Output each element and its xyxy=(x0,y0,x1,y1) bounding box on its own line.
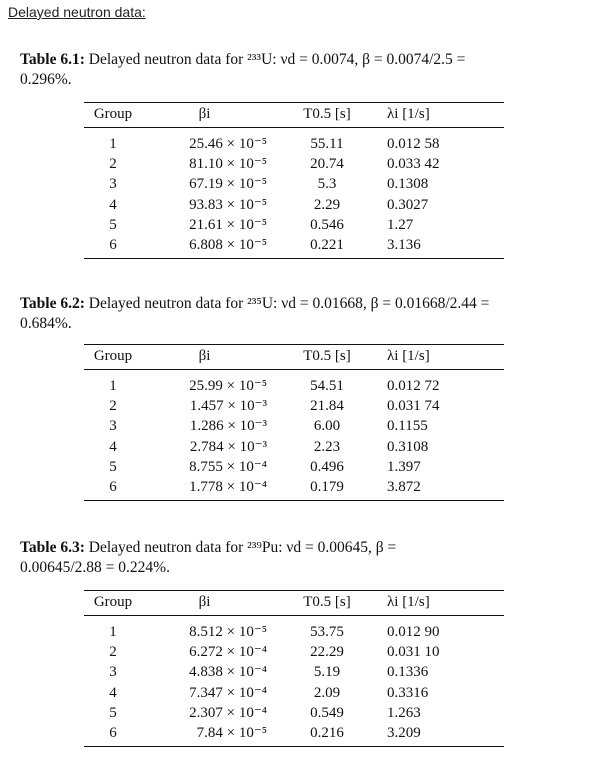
cell-group: 4 xyxy=(109,196,117,213)
cell-lambda: 1.27 xyxy=(387,216,414,233)
cell-group: 2 xyxy=(109,156,117,173)
cell-half-life: 55.11 xyxy=(310,136,344,152)
cell-group: 2 xyxy=(109,644,117,661)
cell-lambda: 1.263 xyxy=(387,704,421,721)
cell-lambda: 3.209 xyxy=(387,723,504,747)
cell-lambda: 0.012 58 xyxy=(387,136,440,152)
cell-half-life: 21.84 xyxy=(310,398,344,415)
caption-text: Delayed neutron data for ²³⁵U: νd = 0.01668, β = 0.01668/2.44 = xyxy=(88,295,490,312)
col-header-group: Group xyxy=(84,345,142,370)
cell-lambda: 0.1308 xyxy=(387,176,429,193)
cell-lambda: 0.012 90 xyxy=(387,624,440,640)
cell-group: 1 xyxy=(109,378,117,394)
table-caption-6-3 xyxy=(20,538,578,578)
cell-beta: 81.10 × 10⁻⁵ xyxy=(189,156,267,173)
cell-group: 6 xyxy=(84,477,142,501)
cell-group: 5 xyxy=(109,458,117,475)
cell-half-life: 0.546 xyxy=(310,216,344,233)
cell-beta: 25.46 × 10⁻⁵ xyxy=(189,136,267,152)
cell-lambda: 0.031 10 xyxy=(387,644,440,661)
table-row xyxy=(84,616,504,643)
cell-group: 4 xyxy=(109,684,117,701)
cell-beta: 93.83 × 10⁻⁵ xyxy=(189,196,267,213)
cell-group: 6 xyxy=(84,235,142,259)
col-header-group: Group xyxy=(84,591,142,616)
table-row xyxy=(84,662,504,682)
table-row xyxy=(84,437,504,457)
cell-beta: 6.808 × 10⁻⁵ xyxy=(142,235,267,259)
cell-beta: 1.286 × 10⁻³ xyxy=(189,418,267,435)
table-row xyxy=(84,457,504,477)
cell-beta: 67.19 × 10⁻⁵ xyxy=(189,176,267,193)
cell-beta: 2.307 × 10⁻⁴ xyxy=(189,704,267,721)
cell-beta: 1.457 × 10⁻³ xyxy=(189,398,267,415)
col-header-half-life: T0.5 [s] xyxy=(267,345,387,370)
table-row xyxy=(84,683,504,703)
cell-beta: 8.512 × 10⁻⁵ xyxy=(189,624,267,640)
table-label: Table 6.1: xyxy=(20,51,85,68)
data-table-6-3 xyxy=(84,590,504,747)
cell-group: 4 xyxy=(109,438,117,455)
cell-beta: 21.61 × 10⁻⁵ xyxy=(189,216,267,233)
table-row xyxy=(84,154,504,174)
cell-half-life: 5.3 xyxy=(317,176,337,193)
cell-group: 5 xyxy=(109,704,117,721)
cell-beta: 7.84 × 10⁻⁵ xyxy=(142,723,267,747)
table-row xyxy=(84,235,504,259)
cell-group: 2 xyxy=(109,398,117,415)
cell-lambda: 0.031 74 xyxy=(387,398,440,415)
cell-lambda: 3.872 xyxy=(387,477,504,501)
cell-lambda: 0.012 72 xyxy=(387,378,440,394)
cell-group: 1 xyxy=(109,624,117,640)
caption-text: Delayed neutron data for ²³⁹Pu: νd = 0.00645, β = xyxy=(88,539,397,556)
caption-text-cont: 0.00645/2.88 = 0.224%. xyxy=(20,559,170,576)
table-label: Table 6.3: xyxy=(20,539,85,556)
table-row xyxy=(84,128,504,155)
table-row xyxy=(84,416,504,436)
table-row xyxy=(84,642,504,662)
col-header-beta: βi xyxy=(142,591,267,616)
table-label: Table 6.2: xyxy=(20,295,85,312)
cell-lambda: 0.3316 xyxy=(387,684,429,701)
col-header-half-life: T0.5 [s] xyxy=(267,103,387,128)
data-table-6-2 xyxy=(84,344,504,501)
cell-half-life: 0.216 xyxy=(267,723,387,747)
table-body xyxy=(84,370,504,501)
table-row xyxy=(84,396,504,416)
table-row xyxy=(84,370,504,397)
table-caption-6-1 xyxy=(20,50,578,90)
cell-half-life: 5.19 xyxy=(313,664,341,681)
cell-half-life: 2.09 xyxy=(313,684,341,701)
table-caption-6-2 xyxy=(20,294,578,334)
cell-half-life: 6.00 xyxy=(313,418,341,435)
table-row xyxy=(84,174,504,194)
caption-text-cont: 0.296%. xyxy=(20,71,72,88)
cell-half-life: 2.23 xyxy=(313,438,341,455)
cell-group: 3 xyxy=(109,418,117,435)
cell-group: 3 xyxy=(109,664,117,681)
cell-half-life: 20.74 xyxy=(310,156,344,173)
col-header-lambda: λi [1/s] xyxy=(387,591,504,616)
col-header-lambda: λi [1/s] xyxy=(387,345,504,370)
table-row xyxy=(84,723,504,747)
cell-beta: 2.784 × 10⁻³ xyxy=(189,438,267,455)
cell-half-life: 0.179 xyxy=(267,477,387,501)
table-header-row xyxy=(84,591,504,616)
cell-half-life: 53.75 xyxy=(310,624,344,640)
page-heading: Delayed neutron data: xyxy=(8,4,146,20)
cell-lambda: 1.397 xyxy=(387,458,421,475)
cell-half-life: 0.549 xyxy=(310,704,344,721)
cell-beta: 1.778 × 10⁻⁴ xyxy=(142,477,267,501)
cell-beta: 8.755 × 10⁻⁴ xyxy=(189,458,267,475)
cell-half-life: 2.29 xyxy=(313,196,341,213)
col-header-lambda: λi [1/s] xyxy=(387,103,504,128)
table-row xyxy=(84,703,504,723)
cell-beta: 25.99 × 10⁻⁵ xyxy=(189,378,267,394)
cell-beta: 7.347 × 10⁻⁴ xyxy=(189,684,267,701)
cell-group: 3 xyxy=(109,176,117,193)
caption-text: Delayed neutron data for ²³³U: νd = 0.0074, β = 0.0074/2.5 = xyxy=(88,51,466,68)
caption-text-cont: 0.684%. xyxy=(20,315,72,332)
cell-half-life: 22.29 xyxy=(310,644,344,661)
col-header-beta: βi xyxy=(142,345,267,370)
cell-group: 5 xyxy=(109,216,117,233)
col-header-group: Group xyxy=(84,103,142,128)
cell-lambda: 0.3108 xyxy=(387,438,429,455)
cell-lambda: 0.3027 xyxy=(387,196,429,213)
col-header-half-life: T0.5 [s] xyxy=(267,591,387,616)
cell-half-life: 0.221 xyxy=(267,235,387,259)
table-header-row xyxy=(84,103,504,128)
data-table-6-1 xyxy=(84,102,504,259)
cell-group: 1 xyxy=(109,136,117,152)
table-header-row xyxy=(84,345,504,370)
cell-lambda: 0.1336 xyxy=(387,664,429,681)
col-header-beta: βi xyxy=(142,103,267,128)
cell-beta: 6.272 × 10⁻⁴ xyxy=(189,644,267,661)
cell-half-life: 0.496 xyxy=(310,458,344,475)
table-row xyxy=(84,477,504,501)
cell-beta: 4.838 × 10⁻⁴ xyxy=(189,664,267,681)
cell-group: 6 xyxy=(84,723,142,747)
cell-lambda: 3.136 xyxy=(387,235,504,259)
table-body xyxy=(84,616,504,747)
cell-lambda: 0.033 42 xyxy=(387,156,440,173)
cell-lambda: 0.1155 xyxy=(387,418,428,435)
table-row xyxy=(84,215,504,235)
table-row xyxy=(84,195,504,215)
cell-half-life: 54.51 xyxy=(310,378,344,394)
table-body xyxy=(84,128,504,259)
